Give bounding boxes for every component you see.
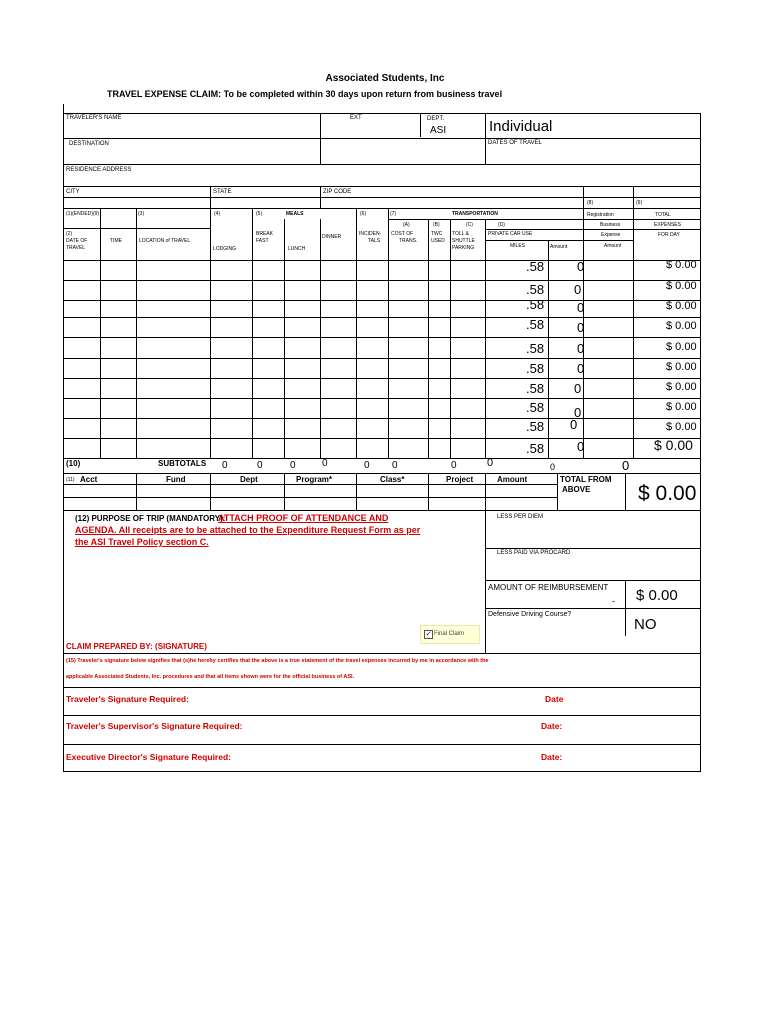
certification-line-2: applicable Associated Students, Inc. procedures and that all items shown were for the official business of ASI. [66,674,355,680]
fast-label: FAST [256,238,269,244]
row-total[interactable]: $ 0.00 [666,381,697,393]
business-label: Business [600,222,621,228]
location-label: LOCATION of TRAVEL [139,238,191,244]
private-car-label: PRIVATE CAR USE [488,231,533,237]
purpose-line-1: ATTACH PROOF OF ATTENDANCE AND [218,513,389,523]
fund-label: Fund [166,475,186,484]
subtotal-value: 0 [392,460,398,471]
col-8-label: (8) [587,200,594,206]
subtotal-value: 0 [290,460,296,471]
col-b-label: (B) [433,222,440,228]
row-amount[interactable]: 0 [577,300,585,315]
col-5-label: (5) [256,211,263,217]
for-day-label: FOR DAY [658,232,680,238]
col-6-label: (6) [360,211,367,217]
director-signature-label[interactable]: Executive Director's Signature Required: [66,752,231,762]
row-amount[interactable]: 0 [577,439,585,454]
reimbursement-value[interactable]: $ 0.00 [636,587,678,604]
row-total[interactable]: $ 0.00 [666,300,697,312]
subtotal-value: 0 [451,460,457,471]
zip-label: ZIP CODE [323,189,352,195]
row-amount[interactable]: 0 [577,259,585,274]
twc-label: TWC [431,231,443,237]
amount-label: Amount [550,244,568,250]
grand-total-value[interactable]: $ 0.00 [638,482,697,505]
row-amount[interactable]: 0 [574,381,582,396]
dept-value[interactable]: ASI [430,125,447,136]
class-label: Class* [380,475,405,484]
claim-prepared-label: CLAIM PREPARED BY: (SIGNATURE) [66,642,207,651]
residence-label: RESIDENCE ADDRESS [66,167,132,173]
row-amount[interactable]: 0 [570,417,578,432]
row-rate[interactable]: .58 [526,341,545,356]
col-3-label: (3) [138,211,145,217]
destination-label: DESTINATION [69,141,109,147]
traveler-signature-label[interactable]: Traveler's Signature Required: [66,694,189,704]
parking-label: PARKING [452,245,475,251]
subtotal-value: 0 [257,460,263,471]
dates-of-travel-label: DATES OF TRAVEL [488,140,543,146]
row-rate[interactable]: .58 [526,282,545,297]
subtotals-num: (10) [66,459,81,468]
used-label: USED [431,238,445,244]
subtotal-value: 0 [322,458,328,469]
subtotal-value: 0 [487,457,494,469]
checkbox-icon[interactable]: ✓ [425,631,432,638]
travel-label: TRAVEL [66,245,86,251]
row-total[interactable]: $ 0.00 [666,421,697,433]
defensive-driving-value[interactable]: NO [634,616,657,633]
expense-label: Expense [601,232,621,238]
cost-of-label: COST OF [391,231,414,237]
row-total[interactable]: $ 0.00 [654,437,693,453]
row-total[interactable]: $ 0.00 [666,361,697,373]
lodging-label: LODGING [213,246,237,252]
meals-label: MEALS [286,211,304,217]
row-amount[interactable]: 0 [577,341,585,356]
col-9-label: (9) [636,200,643,206]
subtotal-value: 0 [222,460,228,471]
transportation-label: TRANSPORTATION [452,211,498,217]
dept-col-label: Dept [240,475,258,484]
col-d-label: (D) [498,222,505,228]
col-c-label: (C) [466,222,473,228]
registration-label: Registration [587,212,614,218]
miles-label: MILES [510,243,526,249]
purpose-line-3: the ASI Travel Policy section C. [75,537,209,547]
certification-line-1: (15) Traveler's signature below signifies that (s)he hereby certifies that the above is a true statement of the travel expenses incurred by me in accordance with the [66,658,489,664]
supervisor-signature-label[interactable]: Traveler's Supervisor's Signature Required: [66,721,243,731]
col-a-label: (A) [403,222,410,228]
lunch-label: LUNCH [288,246,306,252]
acct-label: Acct [80,475,98,484]
row-rate[interactable]: .58 [526,317,545,332]
toll-label: TOLL & [452,231,469,237]
program-label: Program* [296,475,333,484]
dept-label: DEPT. [427,116,445,122]
subtotal-value: 0 [364,460,370,471]
row-total[interactable]: $ 0.00 [666,320,697,332]
row-rate[interactable]: .58 [526,441,545,456]
org-title: Associated Students, Inc [325,73,445,84]
row-amount[interactable]: 0 [577,361,585,376]
row-total[interactable]: $ 0.00 [666,259,697,271]
row-rate[interactable]: .58 [526,381,545,396]
shuttle-label: SHUTTLE [452,238,475,244]
amount2-label: Amount [604,243,622,249]
amount-col-label: Amount [497,475,528,484]
subtotal-value: 0 [622,458,630,473]
less-procard-label: LESS PAID VIA PROCARD [497,550,571,556]
purpose-label: (12) PURPOSE OF TRIP (MANDATORY): [75,514,226,523]
subtotals-label: SUBTOTALS [158,459,207,468]
less-per-diem-label: LESS PER DIEM [497,514,544,520]
col-2-label: (2) [66,231,73,237]
final-claim-label: Final Claim [434,631,465,637]
row-total[interactable]: $ 0.00 [666,280,697,292]
reimbursement-label: AMOUNT OF REIMBURSEMENT [488,583,609,592]
above-label: ABOVE [562,485,591,494]
individual-value[interactable]: Individual [489,118,553,135]
reimbursement-dash: - [612,596,615,606]
break-label: BREAK [256,231,273,237]
row-rate[interactable]: .58 [526,419,545,434]
ext-label: EXT [350,115,362,121]
form-subtitle: TRAVEL EXPENSE CLAIM: To be completed within 30 days upon return from business travel [107,89,503,99]
date-of-label: DATE OF [66,238,88,244]
row-rate[interactable]: .58 [526,297,545,312]
total-label: TOTAL [655,212,671,218]
row-rate[interactable]: .58 [526,400,545,415]
total-from-label: TOTAL FROM [560,475,612,484]
director-date-label[interactable]: Date: [541,752,563,762]
trans-label: TRANS. [399,238,418,244]
project-label: Project [446,475,474,484]
expenses-label: EXPENSES [654,222,681,228]
row-total[interactable]: $ 0.00 [666,401,697,413]
row-amount[interactable]: 0 [574,405,582,420]
col-1-label: (1)(ENDED)(9) [66,211,100,217]
traveler-date-label[interactable]: Date [545,694,564,704]
inciden-label: INCIDEN- [359,231,382,237]
state-label: STATE [213,189,232,195]
dinner-label: DINNER [322,234,342,240]
tals-label: TALS [368,238,381,244]
row-amount[interactable]: 0 [577,320,585,335]
row-rate[interactable]: .58 [526,259,545,274]
col-4-label: (4) [214,211,221,217]
defensive-driving-label: Defensive Driving Course? [488,611,572,618]
purpose-line-2: AGENDA. All receipts are to be attached to the Expenditure Request Form as per [75,525,421,535]
acct-num: (11) [66,477,75,483]
city-label: CITY [66,189,80,195]
col-7-label: (7) [390,211,397,217]
subtotal-value: 0 [550,462,556,472]
time-label: TIME [110,238,122,244]
supervisor-date-label[interactable]: Date: [541,721,563,731]
final-claim-box[interactable] [420,625,480,644]
travelers-name-label: TRAVELER'S NAME [66,115,122,121]
row-rate[interactable]: .58 [526,361,545,376]
row-total[interactable]: $ 0.00 [666,341,697,353]
row-amount[interactable]: 0 [574,282,582,297]
